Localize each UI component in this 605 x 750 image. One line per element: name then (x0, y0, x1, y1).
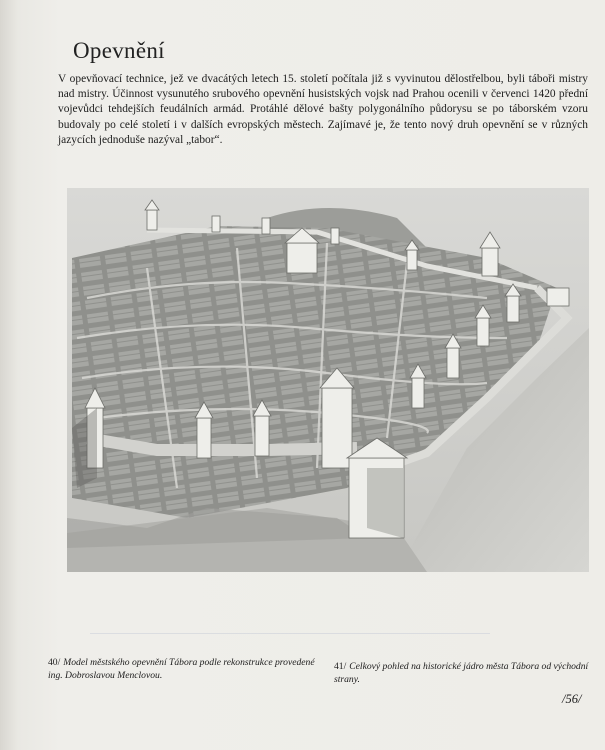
caption-number: 41/ (334, 661, 347, 672)
scan-artifact-line (90, 633, 490, 634)
town-model-photo (67, 188, 589, 572)
caption-41 (334, 660, 596, 686)
caption-number: 40/ (48, 657, 61, 668)
page-title: Opevnění (73, 38, 165, 63)
body-paragraph: V opevňovací technice, jež ve dvacátých letech 15. století počítala již s vyvinutou dělostřelbou, byli táboři mistry nad mistry. Účinnost vysunutého srubového opevnění husistských vojsk nad Prahou ocenili v červenci 1420 přední vojevůdci tehdejších feudálních armád. Protáhlé dělové bašty polygonálního půdorysu se po táborském vzoru budovaly po celé století i v dalších evropských městech. Zajímavé je, že tento nový druh opevnění se v různých jazycích jednoduše nazýval „tabor“. (58, 73, 588, 146)
caption-text: Celkový pohled na historické jádro města Tábora od východní strany. (334, 661, 589, 685)
caption-text: Model městského opevnění Tábora podle rekonstrukce provedené ing. Dobroslavou Menclovou. (48, 657, 315, 681)
page-number: /56/ (562, 692, 582, 706)
caption-40 (48, 656, 316, 682)
